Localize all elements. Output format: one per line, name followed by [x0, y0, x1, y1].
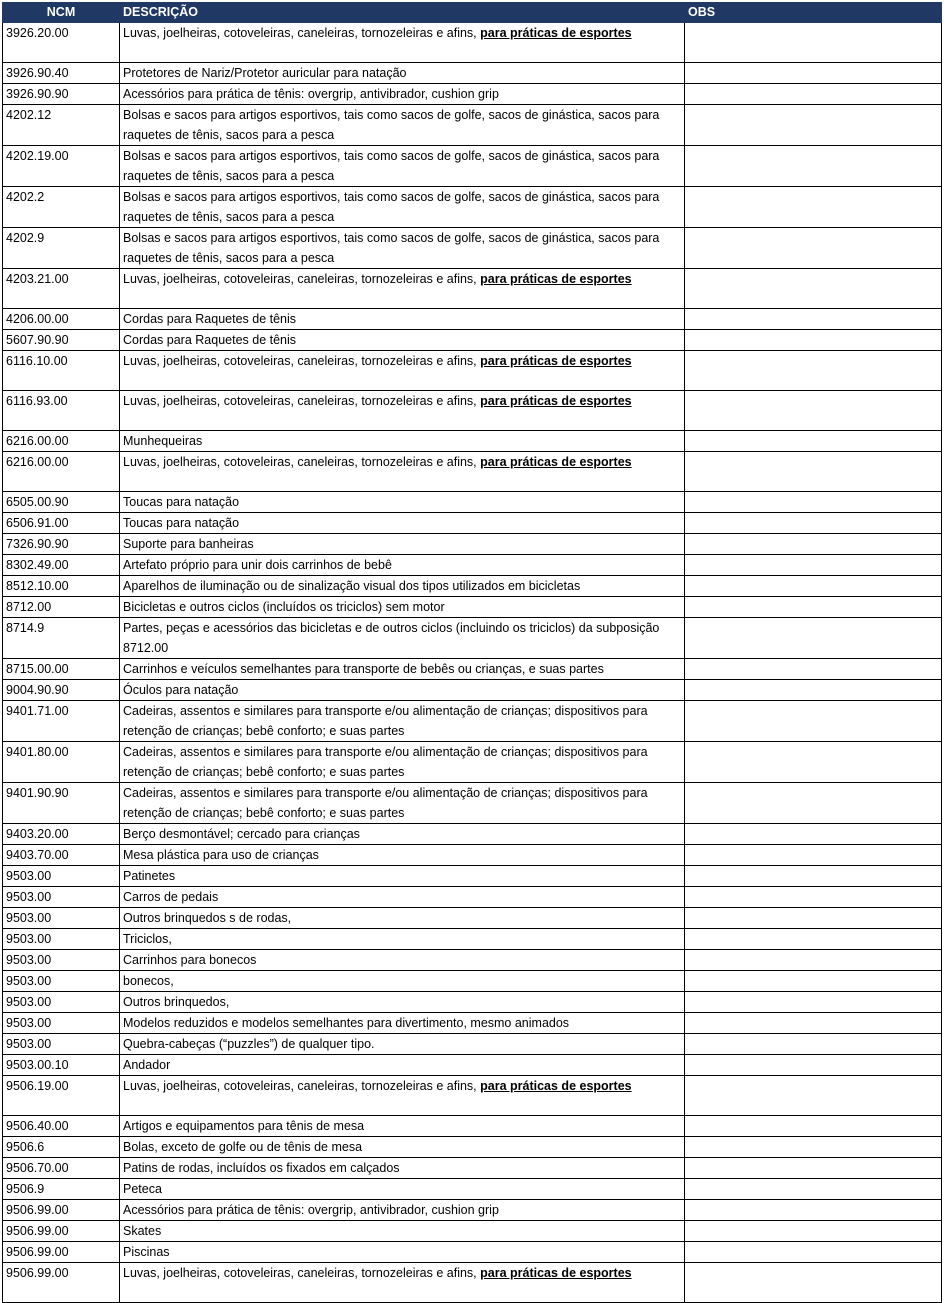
description-text: Bicicletas e outros ciclos (incluídos os triciclos) sem motor	[123, 600, 445, 614]
description-cell	[120, 105, 685, 146]
ncm-cell: 8512.10.00	[3, 576, 120, 597]
obs-cell	[685, 950, 942, 971]
table-row	[3, 1116, 942, 1137]
ncm-cell: 6216.00.00	[3, 452, 120, 492]
table-row	[3, 269, 942, 309]
description-emphasis: para práticas de esportes	[480, 272, 632, 286]
table-row	[3, 105, 942, 146]
obs-cell	[685, 309, 942, 330]
table-row	[3, 1137, 942, 1158]
obs-cell	[685, 23, 942, 63]
obs-cell	[685, 618, 942, 659]
description-cell	[120, 391, 685, 431]
description-text: Toucas para natação	[123, 495, 240, 509]
ncm-cell: 3926.20.00	[3, 23, 120, 63]
description-text: Artefato próprio para unir dois carrinhos de bebê	[123, 558, 392, 572]
obs-cell	[685, 492, 942, 513]
ncm-cell: 9401.80.00	[3, 742, 120, 783]
table-row	[3, 887, 942, 908]
description-text: Luvas, joelheiras, cotoveleiras, caneleiras, tornozeleiras e afins,	[123, 272, 481, 286]
table-row	[3, 1013, 942, 1034]
description-text: Cadeiras, assentos e similares para transporte e/ou alimentação de crianças; dispositivos para retenção de crianças; bebê conforto; e suas partes	[123, 704, 648, 738]
description-text: Carros de pedais	[123, 890, 219, 904]
table-row	[3, 1076, 942, 1116]
obs-cell	[685, 742, 942, 783]
table-row	[3, 783, 942, 824]
description-text: Partes, peças e acessórios das bicicletas e de outros ciclos (incluindo os triciclos) da subposição 8712.00	[123, 621, 660, 655]
description-text: Artigos e equipamentos para tênis de mesa	[123, 1119, 365, 1133]
description-text: Toucas para natação	[123, 516, 240, 530]
obs-cell	[685, 824, 942, 845]
description-cell	[120, 971, 685, 992]
obs-cell	[685, 1200, 942, 1221]
table-row	[3, 187, 942, 228]
description-text: Bolsas e sacos para artigos esportivos, tais como sacos de golfe, sacos de ginástica, sacos para raquetes de tênis, sacos para a pesca	[123, 231, 660, 265]
ncm-cell: 4206.00.00	[3, 309, 120, 330]
ncm-cell: 4202.9	[3, 228, 120, 269]
description-text: Berço desmontável; cercado para crianças	[123, 827, 360, 841]
obs-cell	[685, 929, 942, 950]
ncm-cell: 9503.00	[3, 971, 120, 992]
ncm-cell: 6216.00.00	[3, 431, 120, 452]
obs-cell	[685, 1013, 942, 1034]
ncm-cell: 9503.00	[3, 908, 120, 929]
description-text: Carrinhos para bonecos	[123, 953, 257, 967]
description-cell	[120, 701, 685, 742]
table-row	[3, 1158, 942, 1179]
description-text: Luvas, joelheiras, cotoveleiras, caneleiras, tornozeleiras e afins,	[123, 394, 481, 408]
description-cell	[120, 783, 685, 824]
ncm-cell: 6116.93.00	[3, 391, 120, 431]
description-text: Bolsas e sacos para artigos esportivos, tais como sacos de golfe, sacos de ginástica, sacos para raquetes de tênis, sacos para a pesca	[123, 149, 660, 183]
table-row	[3, 576, 942, 597]
table-row	[3, 1242, 942, 1263]
description-text: Carrinhos e veículos semelhantes para transporte de bebês ou crianças, e suas partes	[123, 662, 604, 676]
obs-cell	[685, 1076, 942, 1116]
obs-cell	[685, 555, 942, 576]
description-cell	[120, 597, 685, 618]
description-text: Munhequeiras	[123, 434, 203, 448]
ncm-cell: 6116.10.00	[3, 351, 120, 391]
description-text: Protetores de Nariz/Protetor auricular para natação	[123, 66, 407, 80]
description-cell	[120, 887, 685, 908]
table-row	[3, 866, 942, 887]
obs-cell	[685, 187, 942, 228]
description-emphasis: para práticas de esportes	[480, 455, 632, 469]
description-cell	[120, 452, 685, 492]
description-cell	[120, 269, 685, 309]
description-text: Cadeiras, assentos e similares para transporte e/ou alimentação de crianças; dispositivos para retenção de crianças; bebê conforto; e suas partes	[123, 786, 648, 820]
table-row	[3, 845, 942, 866]
ncm-cell: 9403.20.00	[3, 824, 120, 845]
description-text: Outros brinquedos,	[123, 995, 230, 1009]
description-text: bonecos,	[123, 974, 174, 988]
table-row	[3, 492, 942, 513]
obs-cell	[685, 1137, 942, 1158]
obs-cell	[685, 1116, 942, 1137]
description-text: Patinetes	[123, 869, 176, 883]
ncm-cell: 9506.70.00	[3, 1158, 120, 1179]
ncm-cell: 6506.91.00	[3, 513, 120, 534]
obs-cell	[685, 105, 942, 146]
description-cell	[120, 534, 685, 555]
obs-cell	[685, 1055, 942, 1076]
table-row	[3, 1055, 942, 1076]
description-text: Bolsas e sacos para artigos esportivos, tais como sacos de golfe, sacos de ginástica, sacos para raquetes de tênis, sacos para a pesca	[123, 190, 660, 224]
description-text: Luvas, joelheiras, cotoveleiras, caneleiras, tornozeleiras e afins,	[123, 354, 481, 368]
ncm-cell: 8712.00	[3, 597, 120, 618]
description-text: Quebra-cabeças (“puzzles”) de qualquer tipo.	[123, 1037, 375, 1051]
description-cell	[120, 492, 685, 513]
description-text: Bolas, exceto de golfe ou de tênis de mesa	[123, 1140, 363, 1154]
ncm-cell: 9403.70.00	[3, 845, 120, 866]
description-cell	[120, 84, 685, 105]
table-row	[3, 618, 942, 659]
description-cell	[120, 431, 685, 452]
obs-cell	[685, 845, 942, 866]
ncm-cell: 9503.00	[3, 887, 120, 908]
ncm-cell: 8715.00.00	[3, 659, 120, 680]
obs-cell	[685, 228, 942, 269]
table-row	[3, 824, 942, 845]
table-row	[3, 228, 942, 269]
table-row	[3, 1200, 942, 1221]
table-row	[3, 701, 942, 742]
table-row	[3, 742, 942, 783]
obs-cell	[685, 659, 942, 680]
table-row	[3, 597, 942, 618]
obs-cell	[685, 513, 942, 534]
description-cell	[120, 330, 685, 351]
description-text: Outros brinquedos s de rodas,	[123, 911, 292, 925]
ncm-cell: 4202.2	[3, 187, 120, 228]
description-cell	[120, 1221, 685, 1242]
ncm-cell: 9503.00	[3, 992, 120, 1013]
table-row	[3, 146, 942, 187]
description-text: Luvas, joelheiras, cotoveleiras, caneleiras, tornozeleiras e afins,	[123, 455, 481, 469]
description-text: Modelos reduzidos e modelos semelhantes para divertimento, mesmo animados	[123, 1016, 570, 1030]
table-row	[3, 351, 942, 391]
description-cell	[120, 992, 685, 1013]
table-row	[3, 534, 942, 555]
description-text: Luvas, joelheiras, cotoveleiras, caneleiras, tornozeleiras e afins,	[123, 1079, 481, 1093]
obs-cell	[685, 63, 942, 84]
table-row	[3, 309, 942, 330]
description-emphasis: para práticas de esportes	[480, 26, 632, 40]
table-row	[3, 680, 942, 701]
obs-cell	[685, 391, 942, 431]
description-text: Patins de rodas, incluídos os fixados em calçados	[123, 1161, 400, 1175]
description-cell	[120, 1263, 685, 1303]
description-cell	[120, 618, 685, 659]
description-cell	[120, 659, 685, 680]
description-cell	[120, 1200, 685, 1221]
ncm-cell: 4203.21.00	[3, 269, 120, 309]
obs-cell	[685, 1242, 942, 1263]
ncm-cell: 9506.6	[3, 1137, 120, 1158]
description-cell	[120, 908, 685, 929]
obs-cell	[685, 330, 942, 351]
ncm-cell: 9503.00	[3, 1034, 120, 1055]
table-row	[3, 950, 942, 971]
ncm-cell: 5607.90.90	[3, 330, 120, 351]
obs-cell	[685, 908, 942, 929]
table-row	[3, 659, 942, 680]
description-cell	[120, 555, 685, 576]
ncm-cell: 9503.00	[3, 929, 120, 950]
ncm-cell: 9004.90.90	[3, 680, 120, 701]
ncm-cell: 9401.71.00	[3, 701, 120, 742]
description-cell	[120, 228, 685, 269]
ncm-cell: 9506.99.00	[3, 1200, 120, 1221]
description-text: Luvas, joelheiras, cotoveleiras, caneleiras, tornozeleiras e afins,	[123, 1266, 481, 1280]
table-row	[3, 330, 942, 351]
obs-cell	[685, 783, 942, 824]
description-cell	[120, 23, 685, 63]
obs-cell	[685, 971, 942, 992]
description-cell	[120, 146, 685, 187]
description-text: Suporte para banheiras	[123, 537, 254, 551]
ncm-cell: 9506.99.00	[3, 1263, 120, 1303]
description-cell	[120, 1158, 685, 1179]
ncm-cell: 7326.90.90	[3, 534, 120, 555]
obs-cell	[685, 597, 942, 618]
ncm-cell: 9506.99.00	[3, 1242, 120, 1263]
obs-cell	[685, 866, 942, 887]
description-text: Acessórios para prática de tênis: overgrip, antivibrador, cushion grip	[123, 87, 499, 101]
obs-cell	[685, 680, 942, 701]
description-text: Andador	[123, 1058, 171, 1072]
description-cell	[120, 513, 685, 534]
ncm-cell: 9503.00	[3, 1013, 120, 1034]
table-row	[3, 1179, 942, 1200]
table-row	[3, 63, 942, 84]
table-row	[3, 971, 942, 992]
description-cell	[120, 1137, 685, 1158]
description-cell	[120, 742, 685, 783]
obs-cell	[685, 992, 942, 1013]
obs-cell	[685, 351, 942, 391]
description-text: Piscinas	[123, 1245, 170, 1259]
description-cell	[120, 1179, 685, 1200]
description-text: Cadeiras, assentos e similares para transporte e/ou alimentação de crianças; dispositivos para retenção de crianças; bebê conforto; e suas partes	[123, 745, 648, 779]
table-row	[3, 391, 942, 431]
ncm-cell: 9401.90.90	[3, 783, 120, 824]
description-text: Mesa plástica para uso de crianças	[123, 848, 319, 862]
obs-cell	[685, 431, 942, 452]
table-row	[3, 452, 942, 492]
description-cell	[120, 845, 685, 866]
table-row	[3, 513, 942, 534]
header-obs: OBS	[685, 3, 942, 23]
ncm-cell: 4202.12	[3, 105, 120, 146]
table-body	[3, 23, 942, 1303]
description-cell	[120, 576, 685, 597]
table-row	[3, 23, 942, 63]
description-text: Skates	[123, 1224, 162, 1238]
description-cell	[120, 351, 685, 391]
description-cell	[120, 1034, 685, 1055]
description-emphasis: para práticas de esportes	[480, 354, 632, 368]
table-row	[3, 929, 942, 950]
description-emphasis: para práticas de esportes	[480, 1079, 632, 1093]
description-emphasis: para práticas de esportes	[480, 394, 632, 408]
obs-cell	[685, 1263, 942, 1303]
description-cell	[120, 1055, 685, 1076]
obs-cell	[685, 1179, 942, 1200]
ncm-cell: 9506.9	[3, 1179, 120, 1200]
obs-cell	[685, 1034, 942, 1055]
ncm-cell: 6505.00.90	[3, 492, 120, 513]
ncm-cell: 9503.00	[3, 866, 120, 887]
description-emphasis: para práticas de esportes	[480, 1266, 632, 1280]
table-row	[3, 908, 942, 929]
table-row	[3, 431, 942, 452]
table-row	[3, 1034, 942, 1055]
description-text: Aparelhos de iluminação ou de sinalização visual dos tipos utilizados em bicicletas	[123, 579, 581, 593]
obs-cell	[685, 1158, 942, 1179]
ncm-cell: 9506.40.00	[3, 1116, 120, 1137]
description-text: Óculos para natação	[123, 683, 239, 697]
ncm-cell: 4202.19.00	[3, 146, 120, 187]
description-text: Triciclos,	[123, 932, 172, 946]
table-row	[3, 1221, 942, 1242]
description-text: Cordas para Raquetes de tênis	[123, 312, 297, 326]
table-row	[3, 992, 942, 1013]
description-cell	[120, 309, 685, 330]
description-text: Cordas para Raquetes de tênis	[123, 333, 297, 347]
obs-cell	[685, 1221, 942, 1242]
description-cell	[120, 1076, 685, 1116]
header-ncm: NCM	[3, 3, 120, 23]
description-cell	[120, 1116, 685, 1137]
description-cell	[120, 1242, 685, 1263]
description-cell	[120, 824, 685, 845]
ncm-cell: 9503.00.10	[3, 1055, 120, 1076]
description-cell	[120, 187, 685, 228]
description-text: Luvas, joelheiras, cotoveleiras, caneleiras, tornozeleiras e afins,	[123, 26, 481, 40]
description-cell	[120, 1013, 685, 1034]
description-text: Peteca	[123, 1182, 162, 1196]
obs-cell	[685, 887, 942, 908]
description-cell	[120, 866, 685, 887]
ncm-table	[2, 2, 942, 1303]
ncm-cell: 9503.00	[3, 950, 120, 971]
description-cell	[120, 950, 685, 971]
ncm-cell: 9506.19.00	[3, 1076, 120, 1116]
description-cell	[120, 63, 685, 84]
obs-cell	[685, 534, 942, 555]
obs-cell	[685, 269, 942, 309]
ncm-cell: 3926.90.90	[3, 84, 120, 105]
obs-cell	[685, 84, 942, 105]
obs-cell	[685, 452, 942, 492]
ncm-cell: 9506.99.00	[3, 1221, 120, 1242]
ncm-cell: 8714.9	[3, 618, 120, 659]
table-row	[3, 555, 942, 576]
header-descricao: DESCRIÇÃO	[120, 3, 685, 23]
description-cell	[120, 680, 685, 701]
description-cell	[120, 929, 685, 950]
table-row	[3, 84, 942, 105]
ncm-cell: 3926.90.40	[3, 63, 120, 84]
header-row	[3, 3, 942, 23]
ncm-cell: 8302.49.00	[3, 555, 120, 576]
description-text: Acessórios para prática de tênis: overgrip, antivibrador, cushion grip	[123, 1203, 499, 1217]
obs-cell	[685, 701, 942, 742]
table-row	[3, 1263, 942, 1303]
description-text: Bolsas e sacos para artigos esportivos, tais como sacos de golfe, sacos de ginástica, sacos para raquetes de tênis, sacos para a pesca	[123, 108, 660, 142]
obs-cell	[685, 576, 942, 597]
obs-cell	[685, 146, 942, 187]
